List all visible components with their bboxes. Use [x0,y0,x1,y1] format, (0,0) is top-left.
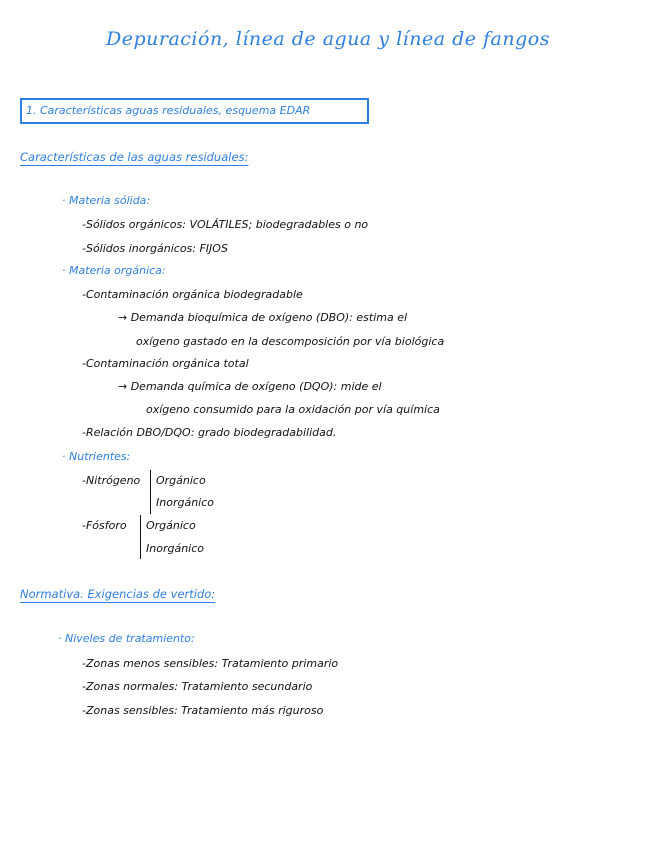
line-dbo-desc: oxígeno gastado en la descomposición por vía biológica [136,335,445,348]
bullet-materia-organica: · Materia orgánica: [62,264,166,277]
line-dqo-desc: oxígeno consumido para la oxidación por vía química [146,403,440,416]
line-contaminacion-biodegradable: -Contaminación orgánica biodegradable [82,288,303,301]
line-nitrogeno: -Nitrógeno [82,474,141,487]
line-zonas-menos-sensibles: -Zonas menos sensibles: Tratamiento primario [82,657,339,670]
line-zonas-normales: -Zonas normales: Tratamiento secundario [82,680,313,693]
line-relacion: -Relación DBO/DQO: grado biodegradabilidad. [82,426,337,439]
heading-normativa: Normativa. Exigencias de vertido: [20,587,216,601]
line-dqo: → Demanda química de oxígeno (DQO): mide el [118,380,382,393]
line-contaminacion-total: -Contaminación orgánica total [82,357,249,370]
line-solidos-inorganicos: -Sólidos inorgánicos: FIJOS [82,242,228,255]
brace-fosforo [140,515,141,559]
section-box-1: 1. Características aguas residuales, esquema EDAR [20,98,369,124]
bullet-nutrientes: · Nutrientes: [62,450,131,463]
bullet-niveles: · Niveles de tratamiento: [58,632,195,645]
line-solidos-organicos: -Sólidos orgánicos: VOLÁTILES; biodegradables o no [82,218,369,231]
line-nitrogeno-inorganico: Inorgánico [156,496,214,509]
line-fosforo: -Fósforo [82,519,127,532]
line-zonas-sensibles: -Zonas sensibles: Tratamiento más riguroso [82,704,324,717]
line-fosforo-organico: Orgánico [146,519,196,532]
heading-caracteristicas: Características de las aguas residuales: [20,150,249,164]
line-nitrogeno-organico: Orgánico [156,474,206,487]
page-title: Depuración, línea de agua y línea de fangos [106,28,550,50]
line-dbo: → Demanda bioquímica de oxígeno (DBO): estima el [118,311,408,324]
line-fosforo-inorganico: Inorgánico [146,542,204,555]
brace-nitrogeno [150,470,151,514]
bullet-materia-solida: · Materia sólida: [62,194,151,207]
